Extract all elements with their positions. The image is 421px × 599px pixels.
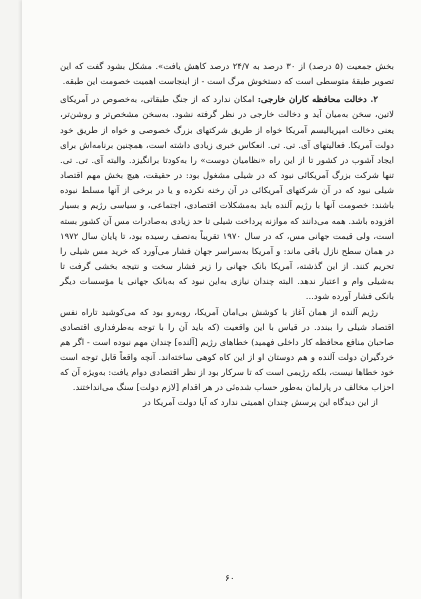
paragraph-4: از این دیدگاه این پرسش چندان اهمیتی ندارد که آیا دولت آمریکا در (142, 398, 378, 409)
paragraph-2-body: امکان ندارد که از جنگ طبقاتی، به‌خصوص در آمریکای لاتین، سخن به‌میان آید و دخالت خارجی در نظر گرفته نشود. به‌سخن مشخص‌تر و روشن‌تر، یعنی دخالت امپریالیسم آمریکا خواه از طریق شرکتهای بزرگ خصوصی و خواه از طریق خود دولت آمریکا. فعالیتهای آی. تی. تی. انعکاس خبری زیادی داشته است، همچنین برنامه‌اش برای ایجاد آشوب در کشور تا از این راه «نظامیان دوست» را به‌کودتا برانگیزد. والبته آی. تی. تی. تنها شرکت بزرگ آمریکائی نبود که در شیلی مشغول بود: در حقیقت، هیچ بخش مهم اقتصاد شیلی نبود که در آن شرکتهای آمریکائی در آن رخنه نکرده و یا در برخی از آنها مسلط نبوده باشند: خصومت آنها با رژیم آلنده باید به‌مشکلات اقتصادی، اجتماعی، و سیاسی رژیم و بسیار افزوده باشد. همه می‌دانند که موازنه پرداخت شیلی تا حد زیادی به‌صادرات مس آن کشور بسته است، ولی قیمت جهانی مس، که در سال ۱۹۷۰ تقریباً به‌نصف رسیده بود، تا پایان سال ۱۹۷۲ در همان سطح نازل باقی ماند: و آمریکا به‌سراسر جهان فشار می‌آورد که خرید مس شیلی را تحریم کنند. از این گذشته، آمریکا بانک جهانی را زیر فشار سخت و نتیجه بخشی گرفت تا به‌شیلی وام و اعتبار ندهد. البته چندان نیازی به‌این نبود که به‌بانک جهانی یا مؤسسات دیگر بانکی فشار آورده شود... (60, 95, 394, 303)
paragraph-2 (60, 93, 394, 305)
page-number: ۶۰ (225, 574, 235, 584)
body-text (60, 60, 394, 412)
section-heading: ۲. دخالت محافظه کاران خارجی: (257, 95, 378, 106)
paragraph-3: رژیم آلنده از همان آغاز با کوشش بی‌امان آمریکا، روبه‌رو بود که می‌کوشید تاراه نفس اقتصاد شیلی را ببندد. در قیاس با این واقعیت (که باید آن را با توجه به‌طرفداری اقتصادی صاحبان منافع محافظه کار داخلی فهمید) خطاهای رژیم [آلنده] چندان مهم نبوده است - اگر هم خردگیران دولت آلنده و هم دوستان او از این کاه کوهی ساخته‌اند. آنچه واقعاً قابل توجه است خود خطاها نیست، بلکه رژیمی است که تا سرکار بود از نظر اقتصادی دوام یافت: به‌ویژه آن که احزاب مخالف در پارلمان به‌طور حساب شده‌ئی در هر اقدام [لازم دولت] سنگ می‌انداختند. (60, 307, 394, 394)
book-page (22, 0, 421, 599)
paragraph-1: بخش جمعیت (۵ درصد) از ۳۰ درصد به ۲۴/۷ درصد کاهش یافت». مشکل بشود گفت که این تصویر طبقهٔ متوسطی است که دستخوش مرگ است - از اینجاست اهمیت خصومت این طبقه. (60, 62, 395, 88)
